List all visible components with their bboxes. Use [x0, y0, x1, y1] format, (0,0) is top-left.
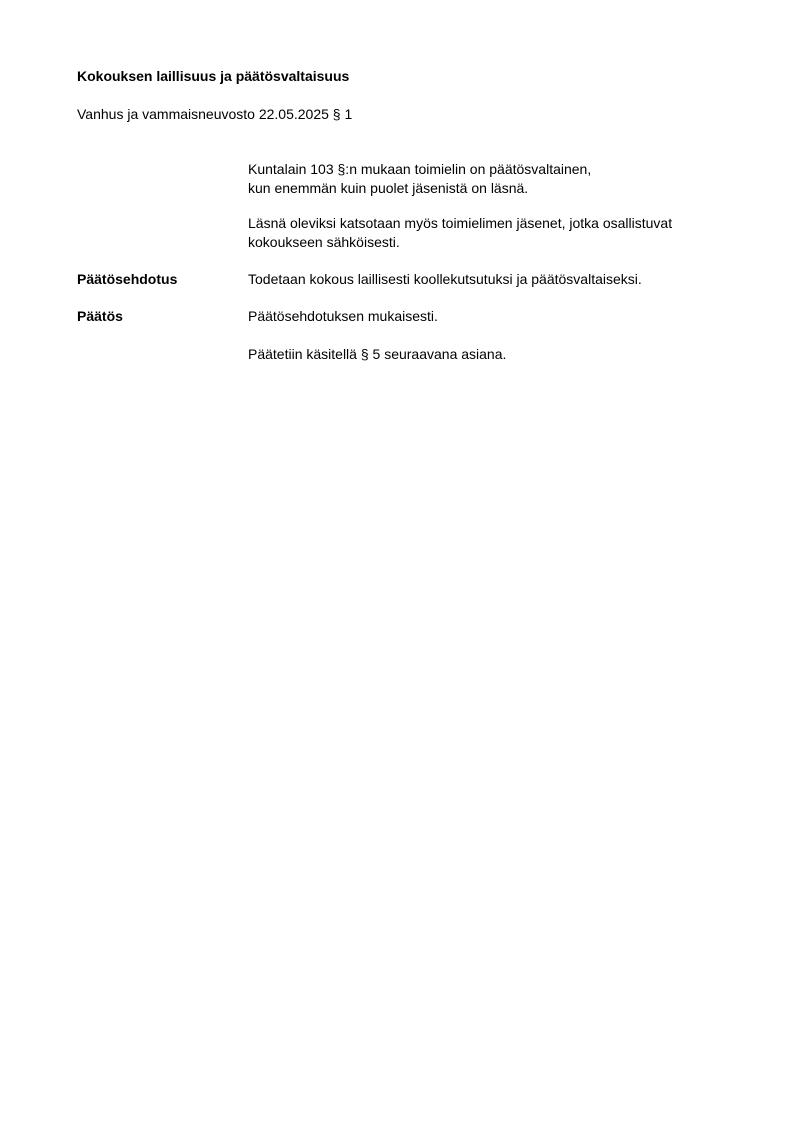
remote-line-2: kokoukseen sähköisesti. — [248, 234, 400, 250]
proposal-text: Todetaan kokous laillisesti koollekutsutuksi ja päätösvaltaiseksi. — [248, 271, 642, 287]
decision-text: Päätösehdotuksen mukaisesti. — [248, 308, 438, 324]
proposal-label: Päätösehdotus — [77, 271, 178, 287]
decision-text-block — [248, 307, 748, 326]
remote-participation-paragraph — [248, 214, 748, 252]
document-title: Kokouksen laillisuus ja päätösvaltaisuus — [77, 68, 350, 84]
intro-line-2: kun enemmän kuin puolet jäsenistä on läsnä. — [248, 180, 529, 196]
decision-label: Päätös — [77, 308, 123, 324]
meeting-reference: Vanhus ja vammaisneuvosto 22.05.2025 § 1 — [77, 106, 353, 122]
intro-paragraph — [248, 160, 748, 198]
decision-note-block — [248, 345, 748, 364]
intro-line-1: Kuntalain 103 §:n mukaan toimielin on päätösvaltainen, — [248, 161, 592, 177]
remote-line-1: Läsnä oleviksi katsotaan myös toimielimen jäsenet, jotka osallistuvat — [248, 215, 673, 231]
decision-note: Päätetiin käsitellä § 5 seuraavana asiana. — [248, 346, 507, 362]
proposal-text-block — [248, 270, 748, 289]
